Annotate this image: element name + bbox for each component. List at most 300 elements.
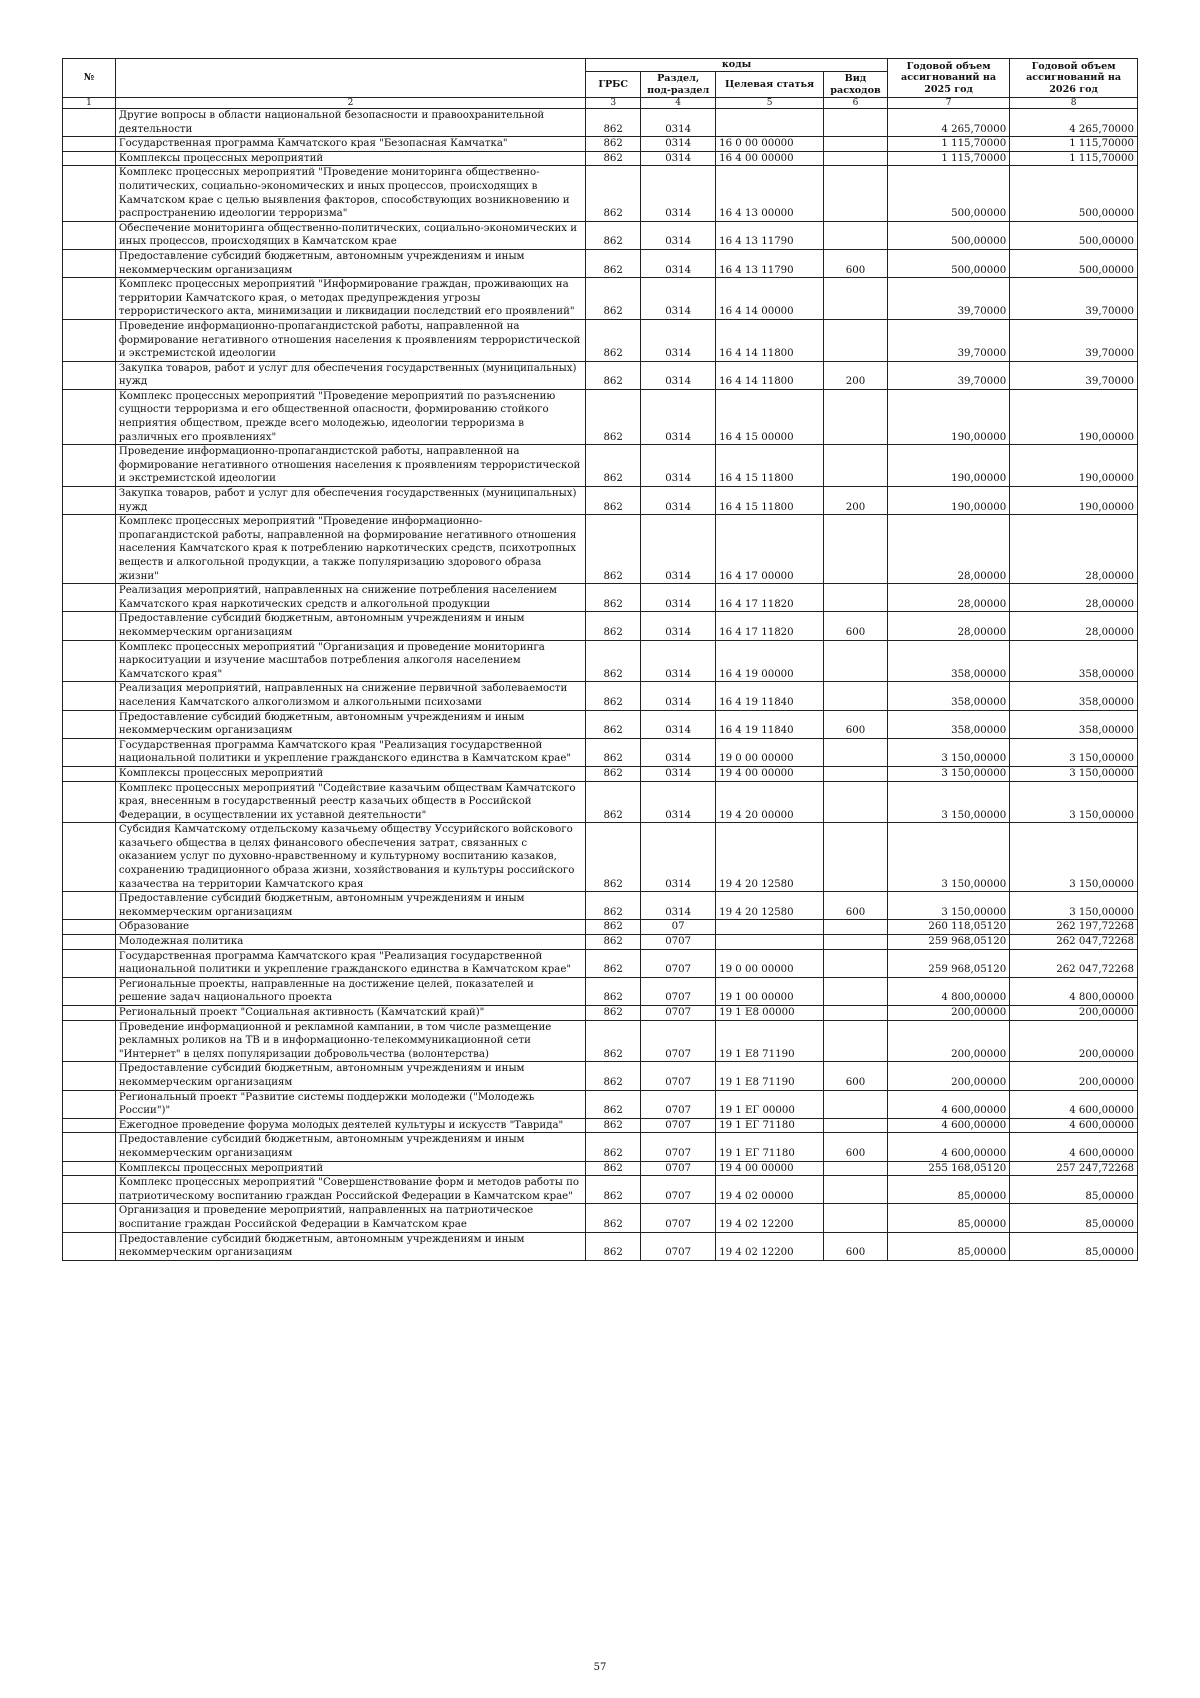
row-number <box>63 977 116 1005</box>
table-row <box>63 151 1138 166</box>
row-amount-2025: 4 265,70000 <box>887 109 1009 137</box>
row-expense-kind <box>824 682 888 710</box>
row-expense-kind <box>824 1204 888 1232</box>
page-number: 57 <box>593 1662 607 1673</box>
row-number <box>63 249 116 277</box>
row-grbs: 862 <box>586 278 641 320</box>
col-num-1: 1 <box>63 98 116 109</box>
row-section: 0314 <box>641 612 716 640</box>
row-target-article: 19 1 EГ 00000 <box>716 1090 824 1118</box>
row-amount-2026: 257 247,72268 <box>1010 1161 1138 1176</box>
row-grbs: 862 <box>586 515 641 584</box>
table-row <box>63 515 1138 584</box>
table-row <box>63 1133 1138 1161</box>
row-section: 0707 <box>641 1118 716 1133</box>
row-grbs: 862 <box>586 1232 641 1260</box>
row-section: 0707 <box>641 1232 716 1260</box>
row-target-article: 19 4 00 00000 <box>716 1161 824 1176</box>
row-grbs: 862 <box>586 389 641 444</box>
row-grbs: 862 <box>586 1020 641 1062</box>
row-amount-2025: 500,00000 <box>887 166 1009 221</box>
row-amount-2025: 3 150,00000 <box>887 892 1009 920</box>
row-section: 0707 <box>641 977 716 1005</box>
row-name: Государственная программа Камчатского края "Реализация государственной национальной политики и укрепление гражданского единства в Камчатском крае" <box>115 949 585 977</box>
row-expense-kind: 600 <box>824 1232 888 1260</box>
table-row <box>63 278 1138 320</box>
row-amount-2025: 28,00000 <box>887 584 1009 612</box>
row-name: Комплекс процессных мероприятий "Информирование граждан, проживающих на территории Камчатского края, о методах предупреждения угрозы террористического акта, минимизации и ликвидации последствий его проявлений" <box>115 278 585 320</box>
row-number <box>63 109 116 137</box>
row-expense-kind <box>824 1176 888 1204</box>
row-number <box>63 137 116 152</box>
header-2026: Годовой объем ассигнований на 2026 год <box>1010 59 1138 98</box>
col-num-8: 8 <box>1010 98 1138 109</box>
table-row <box>63 935 1138 950</box>
col-num-5: 5 <box>716 98 824 109</box>
row-name: Предоставление субсидий бюджетным, автономным учреждениям и иным некоммерческим организациям <box>115 1133 585 1161</box>
table-row <box>63 892 1138 920</box>
row-name: Региональный проект "Развитие системы поддержки молодежи ("Молодежь России")" <box>115 1090 585 1118</box>
row-target-article: 19 4 00 00000 <box>716 766 824 781</box>
row-section: 0314 <box>641 361 716 389</box>
row-target-article <box>716 920 824 935</box>
row-number <box>63 1133 116 1161</box>
row-amount-2025: 190,00000 <box>887 487 1009 515</box>
row-expense-kind <box>824 738 888 766</box>
row-amount-2025: 190,00000 <box>887 389 1009 444</box>
table-row <box>63 389 1138 444</box>
row-number <box>63 1161 116 1176</box>
row-target-article: 16 4 14 11800 <box>716 319 824 361</box>
row-section: 0314 <box>641 249 716 277</box>
row-name: Образование <box>115 920 585 935</box>
row-section: 0314 <box>641 682 716 710</box>
row-expense-kind <box>824 1006 888 1021</box>
row-grbs: 862 <box>586 1133 641 1161</box>
header-kind: Вид расходов <box>824 72 888 98</box>
row-name: Проведение информационно-пропагандистской работы, направленной на формирование негативного отношения населения к проявлениям террористической и экстремистской идеологии <box>115 445 585 487</box>
row-amount-2026: 3 150,00000 <box>1010 766 1138 781</box>
table-row <box>63 1176 1138 1204</box>
row-section: 0314 <box>641 319 716 361</box>
row-target-article: 19 1 EГ 71180 <box>716 1133 824 1161</box>
row-section: 0314 <box>641 137 716 152</box>
row-name: Комплексы процессных мероприятий <box>115 151 585 166</box>
row-amount-2026: 190,00000 <box>1010 445 1138 487</box>
row-amount-2025: 3 150,00000 <box>887 823 1009 892</box>
row-number <box>63 920 116 935</box>
row-section: 07 <box>641 920 716 935</box>
row-name: Субсидия Камчатскому отдельскому казачьему обществу Уссурийского войскового казачьего общества в целях финансового обеспечения затрат, связанных с оказанием услуг по духовно-нравственному и культурному воспитанию казаков, сохранению традиционного образа жизни, хозяйствования и культуры российского казачества на территории Камчатского края <box>115 823 585 892</box>
row-target-article <box>716 935 824 950</box>
row-number <box>63 1204 116 1232</box>
row-amount-2026: 200,00000 <box>1010 1062 1138 1090</box>
row-grbs: 862 <box>586 920 641 935</box>
row-target-article: 19 0 00 00000 <box>716 738 824 766</box>
table-row <box>63 612 1138 640</box>
budget-table-sheet <box>62 58 1138 1261</box>
row-name: Комплекс процессных мероприятий "Организация и проведение мониторинга наркоситуации и изучение масштабов потребления алкоголя населением Камчатского края" <box>115 640 585 682</box>
row-amount-2025: 260 118,05120 <box>887 920 1009 935</box>
row-number <box>63 319 116 361</box>
row-section: 0314 <box>641 781 716 823</box>
row-grbs: 862 <box>586 612 641 640</box>
row-section: 0314 <box>641 278 716 320</box>
table-row <box>63 823 1138 892</box>
col-num-6: 6 <box>824 98 888 109</box>
row-amount-2025: 3 150,00000 <box>887 738 1009 766</box>
table-row <box>63 710 1138 738</box>
table-row <box>63 640 1138 682</box>
row-grbs: 862 <box>586 1090 641 1118</box>
row-expense-kind: 600 <box>824 1133 888 1161</box>
row-amount-2026: 4 600,00000 <box>1010 1133 1138 1161</box>
row-target-article: 19 4 20 00000 <box>716 781 824 823</box>
row-target-article: 16 4 15 00000 <box>716 389 824 444</box>
row-amount-2026: 190,00000 <box>1010 487 1138 515</box>
row-amount-2026: 262 047,72268 <box>1010 949 1138 977</box>
row-amount-2025: 1 115,70000 <box>887 137 1009 152</box>
row-expense-kind <box>824 221 888 249</box>
row-name: Организация и проведение мероприятий, направленных на патриотическое воспитание граждан Российской Федерации в Камчатском крае <box>115 1204 585 1232</box>
row-section: 0707 <box>641 949 716 977</box>
row-expense-kind <box>824 920 888 935</box>
row-number <box>63 166 116 221</box>
row-grbs: 862 <box>586 1161 641 1176</box>
row-amount-2025: 358,00000 <box>887 710 1009 738</box>
row-amount-2025: 358,00000 <box>887 640 1009 682</box>
row-number <box>63 1020 116 1062</box>
row-amount-2025: 3 150,00000 <box>887 781 1009 823</box>
table-row <box>63 1118 1138 1133</box>
row-expense-kind <box>824 766 888 781</box>
row-grbs: 862 <box>586 682 641 710</box>
col-num-4: 4 <box>641 98 716 109</box>
row-target-article: 16 4 15 11800 <box>716 445 824 487</box>
row-expense-kind <box>824 584 888 612</box>
row-amount-2025: 28,00000 <box>887 612 1009 640</box>
table-row <box>63 487 1138 515</box>
row-number <box>63 738 116 766</box>
row-grbs: 862 <box>586 109 641 137</box>
row-grbs: 862 <box>586 1006 641 1021</box>
header-grbs: ГРБС <box>586 72 641 98</box>
row-number <box>63 487 116 515</box>
row-target-article: 16 4 17 11820 <box>716 584 824 612</box>
row-target-article: 16 0 00 00000 <box>716 137 824 152</box>
row-amount-2026: 4 800,00000 <box>1010 977 1138 1005</box>
table-row <box>63 682 1138 710</box>
row-number <box>63 389 116 444</box>
row-name: Реализация мероприятий, направленных на снижение первичной заболеваемости населения Камчатского алкоголизмом и алкогольными психозами <box>115 682 585 710</box>
table-row <box>63 738 1138 766</box>
header-no: № <box>63 59 116 98</box>
row-grbs: 862 <box>586 892 641 920</box>
row-target-article: 16 4 14 11800 <box>716 361 824 389</box>
row-amount-2026: 358,00000 <box>1010 640 1138 682</box>
row-target-article: 19 0 00 00000 <box>716 949 824 977</box>
row-section: 0314 <box>641 710 716 738</box>
row-amount-2025: 1 115,70000 <box>887 151 1009 166</box>
row-amount-2025: 39,70000 <box>887 361 1009 389</box>
row-name: Проведение информационной и рекламной кампании, в том числе размещение рекламных роликов на ТВ и в информационно-телекоммуникационной сети "Интернет" в целях популяризации добровольчества (волонтерства) <box>115 1020 585 1062</box>
row-expense-kind <box>824 1161 888 1176</box>
row-name: Комплекс процессных мероприятий "Содействие казачьим обществам Камчатского края, внесенным в государственный реестр казачьих обществ в Российской Федерации, в осуществлении их уставной деятельности" <box>115 781 585 823</box>
row-expense-kind <box>824 640 888 682</box>
row-expense-kind: 600 <box>824 249 888 277</box>
row-name: Комплекс процессных мероприятий "Проведение мероприятий по разъяснению сущности терроризма и его общественной опасности, формированию стойкого неприятия обществом, прежде всего молодежью, идеологии терроризма в различных его проявлениях" <box>115 389 585 444</box>
row-name: Предоставление субсидий бюджетным, автономным учреждениям и иным некоммерческим организациям <box>115 612 585 640</box>
row-amount-2026: 358,00000 <box>1010 710 1138 738</box>
row-name: Предоставление субсидий бюджетным, автономным учреждениям и иным некоммерческим организациям <box>115 1062 585 1090</box>
row-name: Региональный проект "Социальная активность (Камчатский край)" <box>115 1006 585 1021</box>
row-section: 0314 <box>641 515 716 584</box>
row-amount-2025: 28,00000 <box>887 515 1009 584</box>
row-number <box>63 584 116 612</box>
header-codes: коды <box>586 59 888 72</box>
row-grbs: 862 <box>586 823 641 892</box>
row-expense-kind <box>824 1090 888 1118</box>
row-amount-2025: 39,70000 <box>887 278 1009 320</box>
row-number <box>63 823 116 892</box>
row-number <box>63 766 116 781</box>
row-amount-2025: 200,00000 <box>887 1062 1009 1090</box>
row-section: 0707 <box>641 935 716 950</box>
row-target-article: 19 1 E8 71190 <box>716 1062 824 1090</box>
row-target-article: 19 1 EГ 71180 <box>716 1118 824 1133</box>
row-amount-2026: 1 115,70000 <box>1010 151 1138 166</box>
row-amount-2026: 39,70000 <box>1010 278 1138 320</box>
table-row <box>63 109 1138 137</box>
row-number <box>63 1062 116 1090</box>
table-row <box>63 1006 1138 1021</box>
row-grbs: 862 <box>586 319 641 361</box>
row-name: Предоставление субсидий бюджетным, автономным учреждениям и иным некоммерческим организациям <box>115 249 585 277</box>
row-amount-2025: 358,00000 <box>887 682 1009 710</box>
row-section: 0707 <box>641 1006 716 1021</box>
row-amount-2026: 4 600,00000 <box>1010 1090 1138 1118</box>
row-target-article: 19 1 E8 00000 <box>716 1006 824 1021</box>
row-number <box>63 949 116 977</box>
row-section: 0314 <box>641 584 716 612</box>
row-amount-2025: 39,70000 <box>887 319 1009 361</box>
row-grbs: 862 <box>586 151 641 166</box>
row-amount-2026: 1 115,70000 <box>1010 137 1138 152</box>
row-amount-2025: 200,00000 <box>887 1006 1009 1021</box>
row-amount-2025: 4 600,00000 <box>887 1133 1009 1161</box>
row-target-article: 19 4 02 00000 <box>716 1176 824 1204</box>
row-expense-kind: 600 <box>824 1062 888 1090</box>
row-section: 0314 <box>641 892 716 920</box>
row-expense-kind: 600 <box>824 710 888 738</box>
row-name: Закупка товаров, работ и услуг для обеспечения государственных (муниципальных) нужд <box>115 361 585 389</box>
row-amount-2025: 500,00000 <box>887 221 1009 249</box>
row-amount-2026: 200,00000 <box>1010 1020 1138 1062</box>
row-grbs: 862 <box>586 935 641 950</box>
row-amount-2026: 39,70000 <box>1010 361 1138 389</box>
row-amount-2026: 85,00000 <box>1010 1176 1138 1204</box>
row-target-article: 19 4 02 12200 <box>716 1204 824 1232</box>
row-amount-2025: 4 600,00000 <box>887 1118 1009 1133</box>
row-amount-2026: 500,00000 <box>1010 166 1138 221</box>
row-name: Другие вопросы в области национальной безопасности и правоохранительной деятельности <box>115 109 585 137</box>
row-name: Реализация мероприятий, направленных на снижение потребления населением Камчатского края наркотических средств и алкогольной продукции <box>115 584 585 612</box>
row-section: 0314 <box>641 221 716 249</box>
table-row <box>63 1090 1138 1118</box>
row-name: Комплекс процессных мероприятий "Проведение информационно-пропагандистской работы, направленной на формирование негативного отношения населения Камчатского края к потреблению наркотических средств, психотропных веществ и алкогольной продукции, а также популяризацию здорового образа жизни" <box>115 515 585 584</box>
row-expense-kind <box>824 319 888 361</box>
row-number <box>63 515 116 584</box>
row-target-article: 16 4 13 00000 <box>716 166 824 221</box>
col-num-7: 7 <box>887 98 1009 109</box>
row-section: 0707 <box>641 1133 716 1161</box>
row-section: 0314 <box>641 109 716 137</box>
row-amount-2025: 255 168,05120 <box>887 1161 1009 1176</box>
row-expense-kind <box>824 515 888 584</box>
row-expense-kind <box>824 781 888 823</box>
row-target-article: 16 4 17 11820 <box>716 612 824 640</box>
row-amount-2026: 28,00000 <box>1010 515 1138 584</box>
row-amount-2025: 4 800,00000 <box>887 977 1009 1005</box>
row-grbs: 862 <box>586 249 641 277</box>
row-number <box>63 151 116 166</box>
row-amount-2026: 4 265,70000 <box>1010 109 1138 137</box>
row-grbs: 862 <box>586 738 641 766</box>
row-grbs: 862 <box>586 949 641 977</box>
row-amount-2025: 3 150,00000 <box>887 766 1009 781</box>
row-grbs: 862 <box>586 640 641 682</box>
row-expense-kind <box>824 977 888 1005</box>
row-amount-2026: 28,00000 <box>1010 612 1138 640</box>
row-amount-2026: 500,00000 <box>1010 249 1138 277</box>
row-grbs: 862 <box>586 1176 641 1204</box>
row-amount-2026: 262 197,72268 <box>1010 920 1138 935</box>
row-amount-2025: 500,00000 <box>887 249 1009 277</box>
row-expense-kind <box>824 278 888 320</box>
row-amount-2026: 500,00000 <box>1010 221 1138 249</box>
row-amount-2025: 85,00000 <box>887 1204 1009 1232</box>
table-row <box>63 781 1138 823</box>
row-name: Комплекс процессных мероприятий "Совершенствование форм и методов работы по патриотическому воспитанию граждан Российской Федерации в Камчатском крае" <box>115 1176 585 1204</box>
row-name: Комплекс процессных мероприятий "Проведение мониторинга общественно-политических, социально-экономических и иных процессов, происходящих в Камчатском крае с целью выявления факторов, способствующих возникновению и распространению идеологии терроризма" <box>115 166 585 221</box>
row-section: 0707 <box>641 1161 716 1176</box>
row-amount-2026: 39,70000 <box>1010 319 1138 361</box>
table-row <box>63 584 1138 612</box>
row-target-article: 16 4 15 11800 <box>716 487 824 515</box>
row-expense-kind <box>824 445 888 487</box>
row-expense-kind <box>824 166 888 221</box>
table-row <box>63 1062 1138 1090</box>
col-num-2: 2 <box>115 98 585 109</box>
row-section: 0314 <box>641 766 716 781</box>
row-target-article: 16 4 19 00000 <box>716 640 824 682</box>
table-row <box>63 920 1138 935</box>
row-number <box>63 640 116 682</box>
row-name: Предоставление субсидий бюджетным, автономным учреждениям и иным некоммерческим организациям <box>115 892 585 920</box>
row-number <box>63 710 116 738</box>
row-target-article: 16 4 14 00000 <box>716 278 824 320</box>
table-row <box>63 249 1138 277</box>
row-amount-2026: 28,00000 <box>1010 584 1138 612</box>
row-amount-2026: 358,00000 <box>1010 682 1138 710</box>
row-expense-kind <box>824 823 888 892</box>
row-grbs: 862 <box>586 977 641 1005</box>
row-name: Ежегодное проведение форума молодых деятелей культуры и искусств "Таврида" <box>115 1118 585 1133</box>
row-grbs: 862 <box>586 766 641 781</box>
row-grbs: 862 <box>586 361 641 389</box>
row-grbs: 862 <box>586 781 641 823</box>
row-target-article: 16 4 13 11790 <box>716 221 824 249</box>
row-amount-2026: 3 150,00000 <box>1010 892 1138 920</box>
row-name: Государственная программа Камчатского края "Реализация государственной национальной политики и укрепление гражданского единства в Камчатском крае" <box>115 738 585 766</box>
header-2025: Годовой объем ассигнований на 2025 год <box>887 59 1009 98</box>
row-section: 0314 <box>641 738 716 766</box>
table-body <box>63 109 1138 1261</box>
table-row <box>63 1161 1138 1176</box>
row-number <box>63 1232 116 1260</box>
row-number <box>63 1090 116 1118</box>
row-section: 0314 <box>641 640 716 682</box>
row-expense-kind: 600 <box>824 892 888 920</box>
row-grbs: 862 <box>586 137 641 152</box>
table-row <box>63 445 1138 487</box>
row-amount-2025: 190,00000 <box>887 445 1009 487</box>
row-number <box>63 612 116 640</box>
col-num-3: 3 <box>586 98 641 109</box>
row-name: Закупка товаров, работ и услуг для обеспечения государственных (муниципальных) нужд <box>115 487 585 515</box>
header-section: Раздел, под-раздел <box>641 72 716 98</box>
row-expense-kind <box>824 1118 888 1133</box>
row-number <box>63 781 116 823</box>
row-number <box>63 278 116 320</box>
row-name: Региональные проекты, направленные на достижение целей, показателей и решение задач национального проекта <box>115 977 585 1005</box>
row-name: Предоставление субсидий бюджетным, автономным учреждениям и иным некоммерческим организациям <box>115 710 585 738</box>
row-grbs: 862 <box>586 487 641 515</box>
table-row <box>63 766 1138 781</box>
row-section: 0314 <box>641 445 716 487</box>
row-target-article: 19 4 20 12580 <box>716 892 824 920</box>
row-section: 0707 <box>641 1176 716 1204</box>
row-section: 0314 <box>641 151 716 166</box>
row-name: Комплексы процессных мероприятий <box>115 766 585 781</box>
row-grbs: 862 <box>586 1118 641 1133</box>
row-amount-2026: 3 150,00000 <box>1010 738 1138 766</box>
row-target-article: 19 4 02 12200 <box>716 1232 824 1260</box>
row-target-article: 19 1 E8 71190 <box>716 1020 824 1062</box>
header-name <box>115 59 585 98</box>
row-grbs: 862 <box>586 1204 641 1232</box>
row-grbs: 862 <box>586 584 641 612</box>
row-amount-2026: 200,00000 <box>1010 1006 1138 1021</box>
table-row <box>63 221 1138 249</box>
row-expense-kind <box>824 109 888 137</box>
row-expense-kind <box>824 389 888 444</box>
row-section: 0707 <box>641 1090 716 1118</box>
row-amount-2025: 200,00000 <box>887 1020 1009 1062</box>
row-amount-2025: 4 600,00000 <box>887 1090 1009 1118</box>
row-amount-2025: 259 968,05120 <box>887 935 1009 950</box>
row-target-article: 16 4 00 00000 <box>716 151 824 166</box>
row-target-article <box>716 109 824 137</box>
row-amount-2026: 3 150,00000 <box>1010 781 1138 823</box>
header-target: Целевая статья <box>716 72 824 98</box>
row-name: Обеспечение мониторинга общественно-политических, социально-экономических и иных процессов, происходящих в Камчатском крае <box>115 221 585 249</box>
row-amount-2025: 85,00000 <box>887 1176 1009 1204</box>
table-row <box>63 977 1138 1005</box>
row-name: Проведение информационно-пропагандистской работы, направленной на формирование негативного отношения населения к проявлениям террористической и экстремистской идеологии <box>115 319 585 361</box>
row-number <box>63 1118 116 1133</box>
row-name: Молодежная политика <box>115 935 585 950</box>
